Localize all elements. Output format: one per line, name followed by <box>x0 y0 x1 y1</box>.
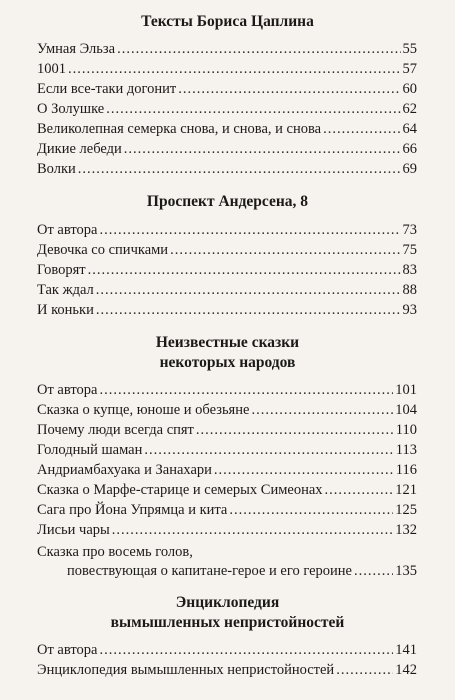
toc-entry[interactable] <box>37 160 417 179</box>
entry-page-number: 64 <box>402 121 417 137</box>
dot-leader <box>178 80 400 99</box>
toc-entry[interactable] <box>37 421 417 440</box>
entry-page-number: 83 <box>402 262 417 278</box>
dot-leader <box>196 421 394 440</box>
entry-page-number: 121 <box>395 482 417 498</box>
toc-entry[interactable] <box>37 461 417 480</box>
toc-entry[interactable] <box>37 261 417 280</box>
toc-entry[interactable] <box>37 221 417 240</box>
toc-entry[interactable] <box>37 401 417 420</box>
entry-page-number: 69 <box>402 161 417 177</box>
dot-leader <box>106 100 400 119</box>
entry-page-number: 88 <box>402 282 417 298</box>
entry-title: Сага про Йона Упрямца и кита <box>37 502 228 518</box>
toc-entry[interactable] <box>37 301 417 320</box>
entry-page-number: 132 <box>395 522 417 538</box>
section-title: Проспект Андерсена, 8 <box>146 193 309 210</box>
toc-entry[interactable] <box>37 501 417 520</box>
entry-title: Голодный шаман <box>37 442 143 458</box>
entry-page-number: 101 <box>395 382 417 398</box>
dot-leader <box>112 521 394 540</box>
section-title-line2: некоторых народов <box>159 354 296 371</box>
entry-page-number: 75 <box>402 242 417 258</box>
entry-title: От автора <box>37 222 98 238</box>
entry-title: Умная Эльза <box>37 41 116 57</box>
entry-title-continuation: повествующая о капитане-герое и его героине <box>67 563 352 579</box>
toc-entry[interactable] <box>37 120 417 139</box>
toc-entry[interactable] <box>37 441 417 460</box>
entry-title: Великолепная семерка снова, и снова, и снова <box>37 121 322 137</box>
entry-page-number: 113 <box>395 442 417 458</box>
dot-leader <box>124 140 401 159</box>
entry-title: Волки <box>37 161 76 177</box>
toc-entry[interactable] <box>37 641 417 660</box>
dot-leader <box>323 120 400 139</box>
dot-leader <box>99 221 400 240</box>
toc-entry[interactable] <box>37 661 417 680</box>
entry-page-number: 93 <box>402 302 417 318</box>
entry-title: И коньки <box>37 302 94 318</box>
entry-page-number: 55 <box>402 41 417 57</box>
dot-leader <box>144 441 393 460</box>
entry-page-number: 141 <box>395 642 417 658</box>
toc-entry[interactable] <box>37 40 417 59</box>
toc-entry[interactable] <box>37 381 417 400</box>
entry-title: 1001 <box>37 61 66 77</box>
entry-page-number: 73 <box>402 222 417 238</box>
toc-entry[interactable] <box>37 60 417 79</box>
entry-title: Девочка со спичками <box>37 242 169 258</box>
section-title-line2: вымышленных непристойностей <box>110 614 345 631</box>
section-title-line1: Энциклопедия <box>175 594 280 611</box>
dot-leader <box>354 562 393 581</box>
section-title: Тексты Бориса Цаплина <box>141 13 314 30</box>
toc-entry[interactable] <box>37 80 417 99</box>
entry-title: От автора <box>37 642 98 658</box>
dot-leader <box>251 401 393 420</box>
entry-title: Лисьи чары <box>37 522 110 538</box>
entry-page-number: 110 <box>395 422 417 438</box>
toc-entry[interactable] <box>37 140 417 159</box>
entry-title: Сказка о купце, юноше и обезьяне <box>37 402 250 418</box>
entry-page-number: 57 <box>402 61 417 77</box>
entry-page-number: 60 <box>402 81 417 97</box>
entry-title: Говорят <box>37 262 86 278</box>
dot-leader <box>96 301 401 320</box>
entry-title: Энциклопедия вымышленных непристойностей <box>37 662 335 678</box>
entry-title: Дикие лебеди <box>37 141 122 157</box>
dot-leader <box>99 641 393 660</box>
entry-page-number: 66 <box>402 141 417 157</box>
entry-page-number: 142 <box>395 662 417 678</box>
dot-leader <box>88 261 401 280</box>
toc-entry[interactable] <box>37 100 417 119</box>
entry-title[interactable]: Сказка про восемь голов, <box>37 544 193 560</box>
entry-title: О Золушке <box>37 101 105 117</box>
toc-entry-continuation[interactable] <box>67 562 417 581</box>
dot-leader <box>78 160 401 179</box>
dot-leader <box>117 40 400 59</box>
dot-leader <box>336 661 393 680</box>
entry-page-number: 135 <box>395 563 417 579</box>
entry-title: Если все-таки догонит <box>37 81 177 97</box>
dot-leader <box>229 501 393 520</box>
entry-page-number: 104 <box>395 402 417 418</box>
dot-leader <box>96 281 401 300</box>
dot-leader <box>68 60 401 79</box>
toc-entry[interactable] <box>37 281 417 300</box>
entry-page-number: 116 <box>395 462 417 478</box>
entry-title: Почему люди всегда спят <box>37 422 194 438</box>
dot-leader <box>325 481 394 500</box>
entry-title: Сказка о Марфе-старице и семерых Симеонах <box>37 482 323 498</box>
entry-title: Андриамбахуака и Занахари <box>37 462 212 478</box>
entry-title: От автора <box>37 382 98 398</box>
toc-entry[interactable] <box>37 521 417 540</box>
dot-leader <box>214 461 394 480</box>
entry-title: Так ждал <box>37 282 94 298</box>
dot-leader <box>170 241 400 260</box>
dot-leader <box>99 381 393 400</box>
section-title-line1: Неизвестные сказки <box>155 334 300 351</box>
entry-page-number: 62 <box>402 101 417 117</box>
toc-entry[interactable] <box>37 241 417 260</box>
entry-page-number: 125 <box>395 502 417 518</box>
toc-entry[interactable] <box>37 481 417 500</box>
